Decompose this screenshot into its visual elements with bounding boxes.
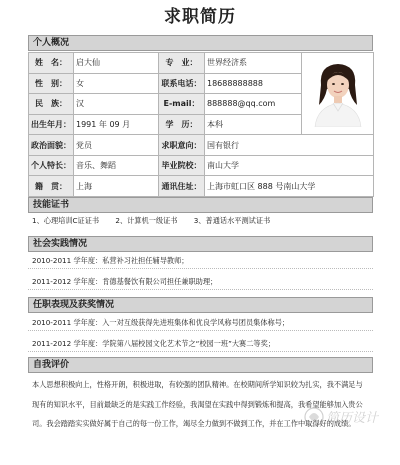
skill-item: 2、计算机一级证书 [115,216,178,225]
value-email: 888888@qq.com [205,94,302,115]
skill-item: 1、心理培训C证证书 [32,216,100,225]
section-header-skills: 技能证书 [28,197,373,213]
self-evaluation-text: 本人思想积极向上，性格开朗，积极进取，有较强的团队精神。在校期间所学知识较为扎实，我不满足与现有的知识水平，目前最缺乏的是实践工作经验，我渴望在实践中得到锻炼和提高，我希望能够加入贵公司。我会踏踏实实做好属于自己的每一份工作，竭尽全力做到不做到工作，并在工作中取得好的成绩。 [32,380,363,428]
label-gender: 性 别： [29,73,74,94]
value-name: 启大仙 [74,53,159,74]
label-birth: 出生年月： [29,114,74,135]
value-gender: 女 [74,73,159,94]
label-origin: 籍 贯： [29,176,74,197]
skills-list [28,214,373,228]
value-politics: 党员 [74,135,159,156]
position-item: 2011-2012 学年度：学院第八届校园文化艺术节之“校园一班”大赛二等奖； [28,337,373,352]
value-major: 世界经济系 [205,53,302,74]
resume-title: 求职简历 [164,7,236,27]
value-birth: 1991 年 09 月 [74,114,159,135]
value-hobby: 音乐、舞蹈 [74,155,159,176]
label-name: 姓 名： [29,53,74,74]
label-major: 专 业： [159,53,205,74]
portrait-photo-icon [307,59,369,127]
practice-item: 2010-2011 学年度：私营补习社担任辅导教师； [28,254,373,269]
label-hobby: 个人特长： [29,155,74,176]
label-address: 通讯住址： [159,176,205,197]
label-school: 毕业院校： [159,155,205,176]
value-degree: 本科 [205,114,302,135]
label-phone: 联系电话： [159,73,205,94]
profile-table [28,52,374,197]
value-origin: 上海 [74,176,159,197]
label-ethnicity: 民 族： [29,94,74,115]
photo-cell [302,53,374,135]
section-header-profile: 个人概况 [28,35,373,51]
position-item: 2010-2011 学年度：入一对互级获得先进班集体和优良学风称号团员集体称号； [28,316,373,331]
label-politics: 政治面貌： [29,135,74,156]
value-phone: 18688888888 [205,73,302,94]
value-school: 南山大学 [205,155,374,176]
label-email: E-mail： [159,94,205,115]
value-intent: 国有银行 [205,135,374,156]
watermark-logo [300,395,395,435]
value-address: 上海市虹口区 888 号南山大学 [205,176,374,197]
practice-item: 2011-2012 学年度：肯德基餐饮有限公司担任兼职助理； [28,275,373,290]
label-degree: 学 历： [159,114,205,135]
section-header-evaluation: 自我评价 [28,357,373,373]
section-header-positions: 任职表现及获奖情况 [28,297,373,313]
watermark-text: 简历设计 [326,411,379,426]
label-intent: 求职意向： [159,135,205,156]
section-header-practice: 社会实践情况 [28,236,373,252]
skill-item: 3、普通话水平测试证书 [193,216,271,225]
value-ethnicity: 汉 [74,94,159,115]
